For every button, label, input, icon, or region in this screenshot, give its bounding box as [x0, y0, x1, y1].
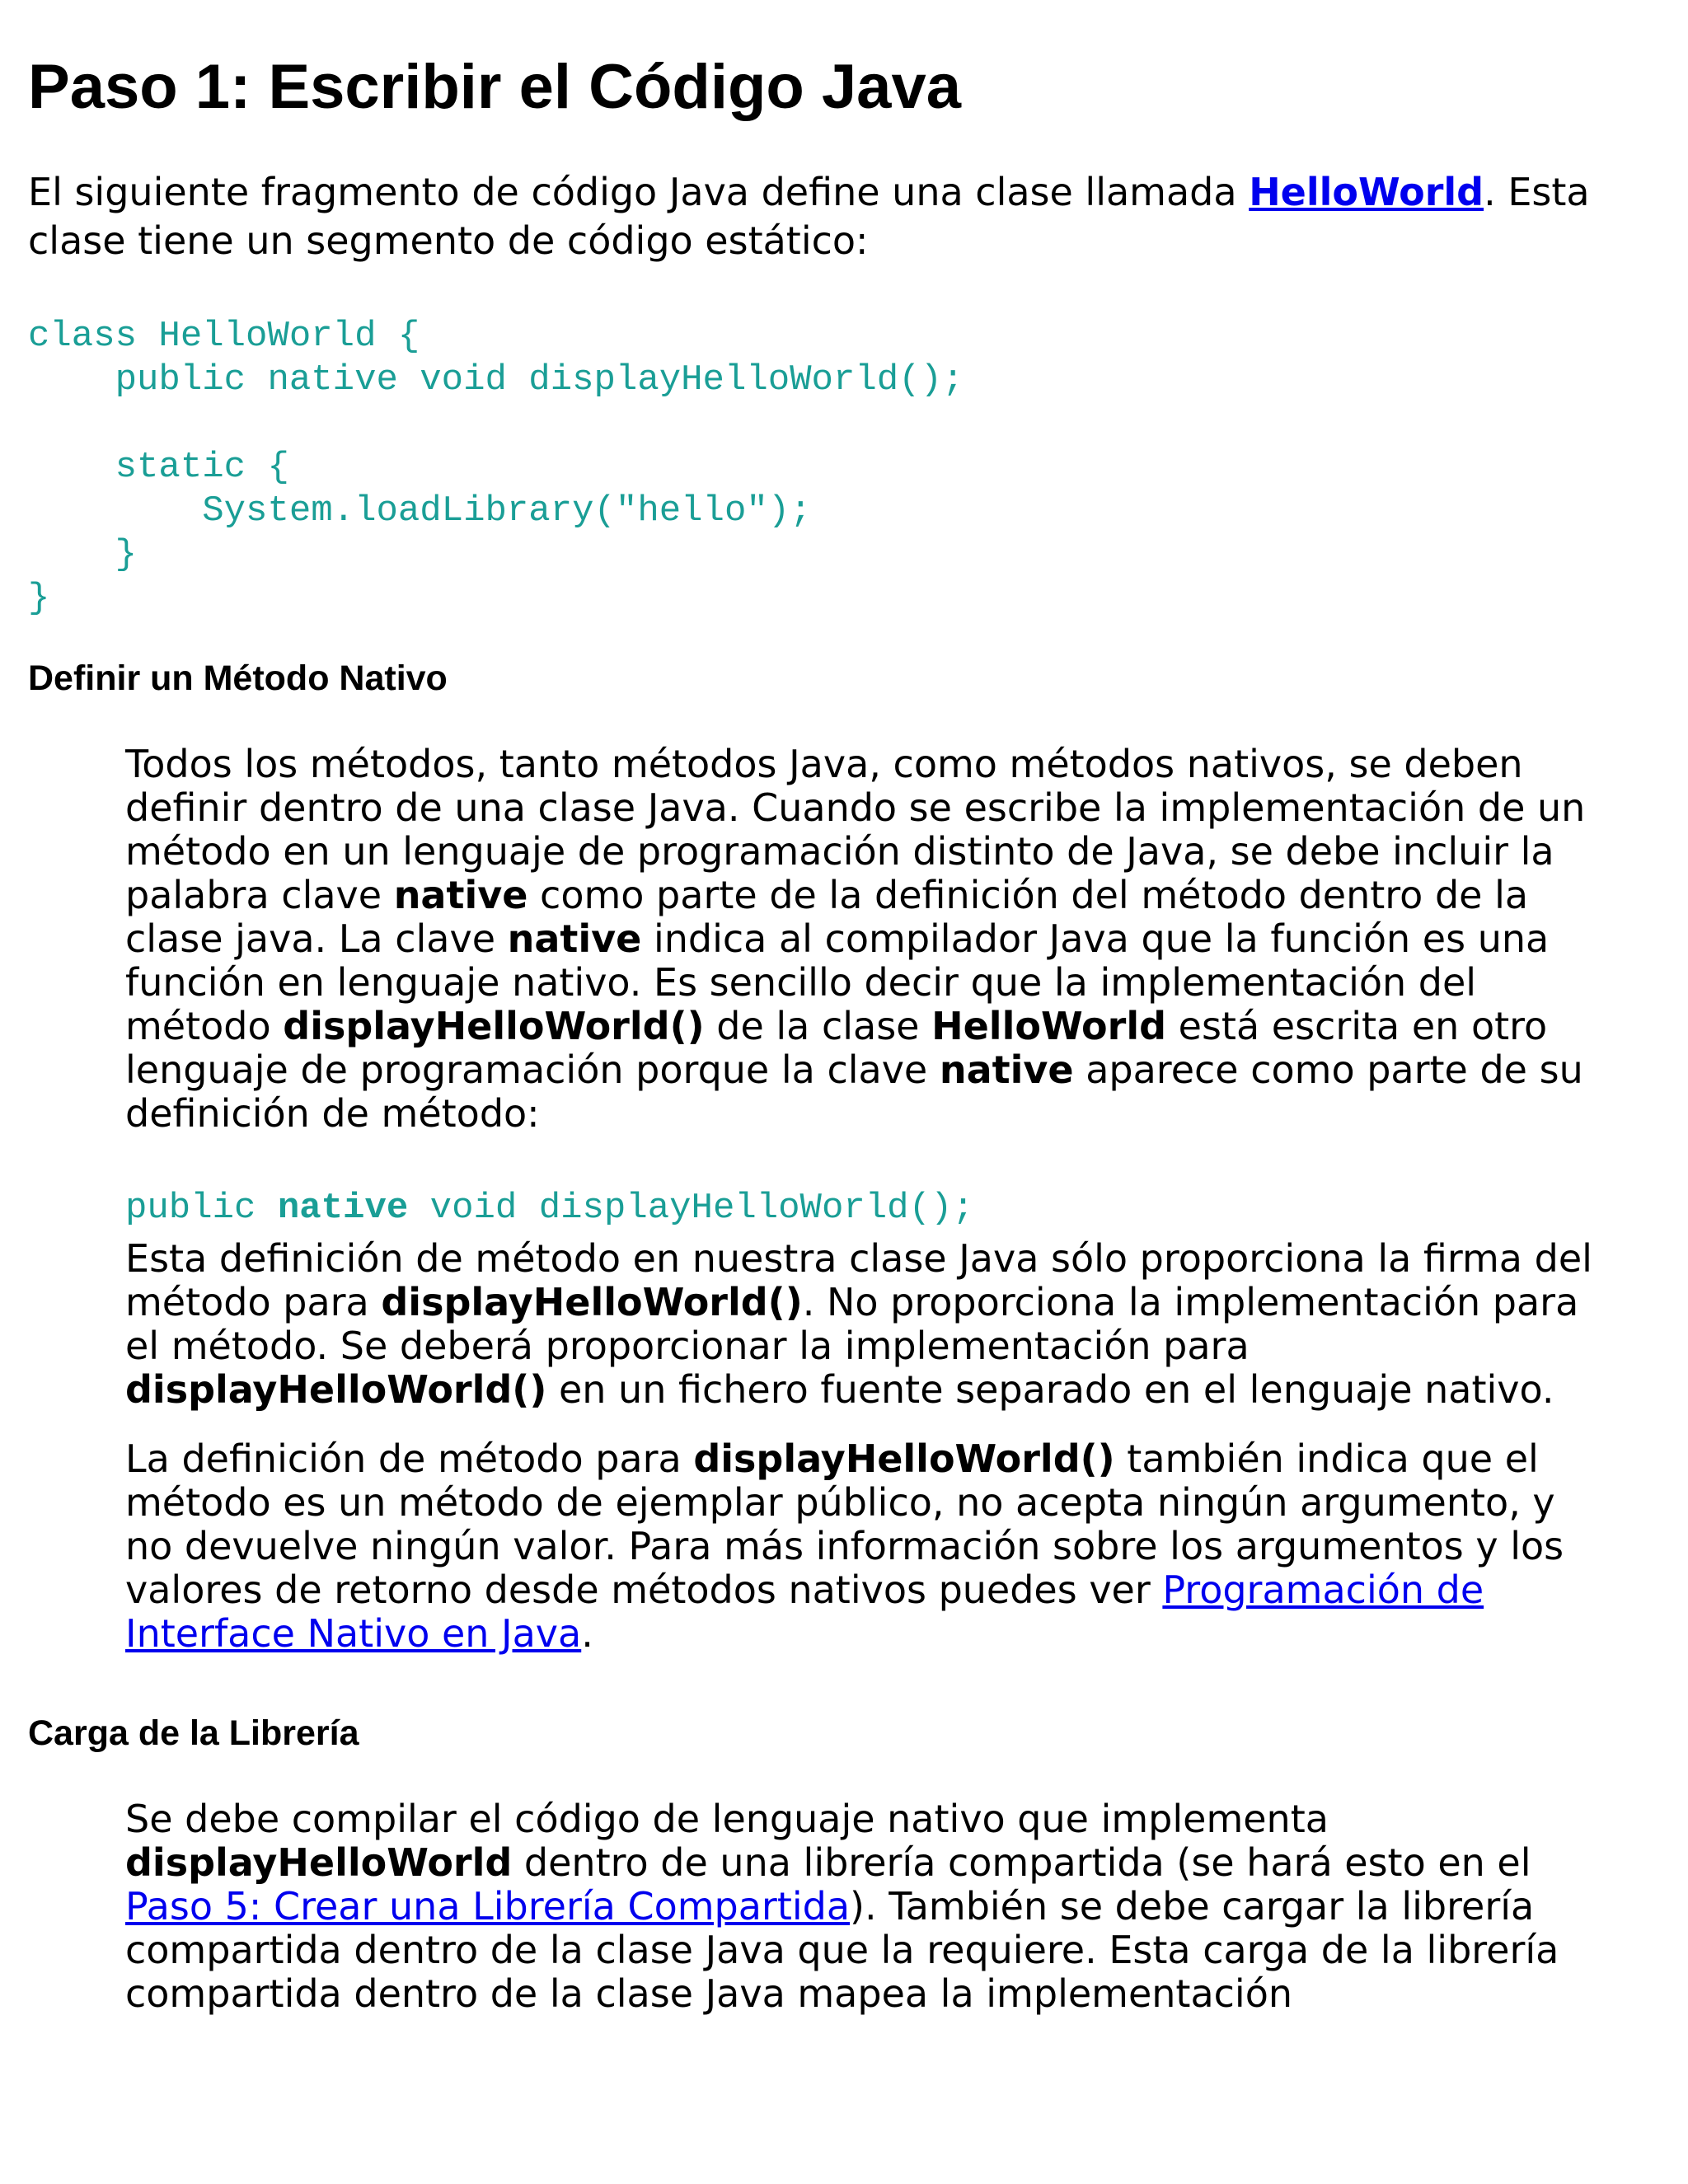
- document-page: [28, 0, 1660, 2016]
- section-heading-library-loading: Carga de la Librería: [28, 1713, 359, 1753]
- bold-displayhelloworld: displayHelloWorld(): [125, 1367, 547, 1412]
- text-span: en un fichero fuente separado en el lenguaje nativo.: [546, 1367, 1554, 1412]
- bold-helloworld: HelloWorld: [931, 1004, 1167, 1048]
- bold-native: native: [393, 873, 528, 917]
- paragraph-method-signature: [125, 1237, 1592, 1412]
- intro-paragraph: [28, 168, 1643, 265]
- text-span: Todos los métodos, tanto métodos Java, como métodos nativos, se deben definir dentro de una clase Java. Cuando se escribe la implementación de un método en un lenguaje de programación distinto de Java, se debe incluir la palabra clave: [125, 742, 1586, 917]
- code-block-helloworld: class HelloWorld { public native void displayHelloWorld(); static { System.loadLibrary("hello"); } }: [28, 316, 964, 619]
- bold-native: native: [939, 1047, 1074, 1092]
- paragraph-compile-library: [125, 1797, 1592, 2016]
- paragraph-native-methods: [125, 743, 1592, 1136]
- link-step5-shared-library[interactable]: Paso 5: Crear una Librería Compartida: [125, 1884, 851, 1929]
- paragraph-method-definition: [125, 1437, 1592, 1656]
- text-span: está escrita en otro lenguaje de programación porque la clave: [125, 1004, 1548, 1092]
- section-load-body: [125, 1797, 1592, 2016]
- bold-displayhelloworld: displayHelloWorld(): [381, 1280, 803, 1324]
- text-span: . No proporciona la implementación para el método. Se deberá proporcionar la implementación para: [125, 1280, 1579, 1368]
- bold-displayhelloworld: displayHelloWorld: [125, 1840, 513, 1885]
- text-span: también indica que el método es un método de ejemplar público, no acepta ningún argumento, y no devuelve ningún valor. Para más información sobre los argumentos y los valores de retorno desde métodos nativos puedes ver: [125, 1436, 1564, 1612]
- intro-text-before: El siguiente fragmento de código Java define una clase llamada: [28, 170, 1250, 214]
- text-span: Esta definición de método en nuestra clase Java sólo proporciona la firma del método para: [125, 1236, 1592, 1324]
- section-define-body: [125, 743, 1592, 1656]
- section-heading-define-native: Definir un Método Nativo: [28, 658, 448, 698]
- bold-displayhelloworld: displayHelloWorld(): [693, 1436, 1115, 1481]
- intro-text-after: . Esta clase tiene un segmento de código estático:: [28, 170, 1590, 263]
- bold-native: native: [507, 916, 642, 961]
- text-span: La definición de método para: [125, 1436, 694, 1481]
- code-keyword-native: native: [277, 1188, 409, 1229]
- code-text: public: [125, 1188, 278, 1229]
- link-native-interface-programming[interactable]: Programación de Interface Nativo en Java: [125, 1568, 1484, 1656]
- text-span: dentro de una librería compartida (se hará esto en el: [512, 1840, 1531, 1885]
- text-span: de la clase: [704, 1004, 932, 1048]
- text-span: indica al compilador Java que la función es una función en lenguaje nativo. Es sencillo decir que la implementación del método: [125, 916, 1550, 1048]
- code-line-native-declaration: [125, 1187, 1592, 1230]
- text-span: ). También se debe cargar la librería compartida dentro de la clase Java que la requiere. Esta carga de la librería compartida dentro de la clase Java mapea la implementación: [125, 1884, 1559, 2016]
- text-span: aparece como parte de su definición de método:: [125, 1047, 1583, 1136]
- text-span: .: [581, 1611, 593, 1656]
- page-title: Paso 1: Escribir el Código Java: [28, 52, 961, 122]
- text-span: como parte de la definición del método dentro de la clase java. La clave: [125, 873, 1529, 961]
- bold-displayhelloworld: displayHelloWorld(): [283, 1004, 705, 1048]
- text-span: Se debe compilar el código de lenguaje nativo que implementa: [125, 1797, 1329, 1841]
- helloworld-link[interactable]: HelloWorld: [1249, 170, 1484, 214]
- code-text: void displayHelloWorld();: [408, 1188, 974, 1229]
